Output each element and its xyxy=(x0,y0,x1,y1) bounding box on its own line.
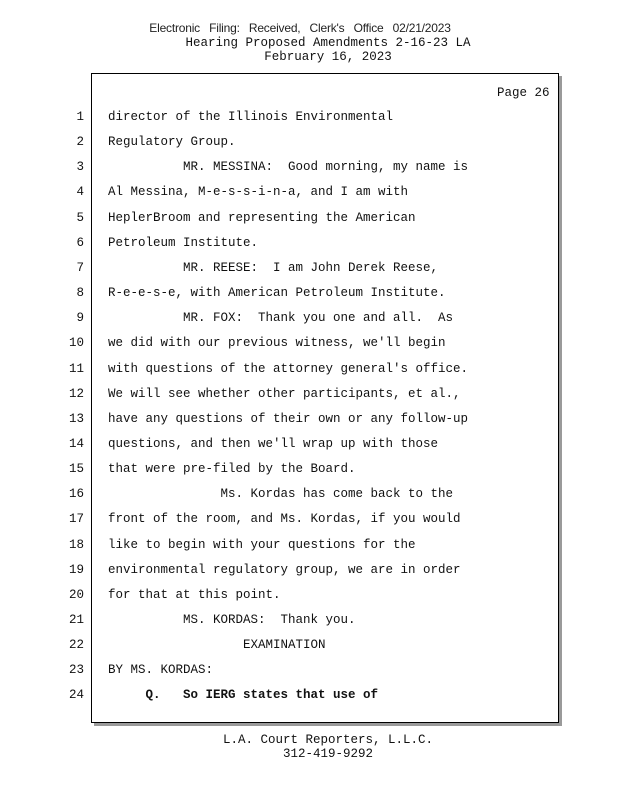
transcript-title: Hearing Proposed Amendments 2-16-23 LA xyxy=(185,36,471,50)
line-number: 18 xyxy=(68,538,84,552)
line-number: 23 xyxy=(68,663,84,677)
transcript-line-text: MS. KORDAS: Thank you. xyxy=(108,613,356,627)
line-number: 10 xyxy=(68,336,84,350)
line-number: 5 xyxy=(76,211,84,225)
line-number: 4 xyxy=(76,185,84,199)
transcript-line-text: We will see whether other participants, et al., xyxy=(108,387,461,401)
transcript-line-text: MR. MESSINA: Good morning, my name is xyxy=(108,160,469,174)
transcript-line-text: that were pre-filed by the Board. xyxy=(108,462,356,476)
line-number: 20 xyxy=(68,588,84,602)
line-number: 16 xyxy=(68,487,84,501)
line-number: 21 xyxy=(68,613,84,627)
line-number: 11 xyxy=(68,362,84,376)
line-number: 1 xyxy=(76,110,84,124)
transcript-line-text: Regulatory Group. xyxy=(108,135,236,149)
line-number: 6 xyxy=(76,236,84,250)
page-number: Page 26 xyxy=(497,86,550,100)
filing-stamp: Electronic Filing: Received, Clerk's Office 02/21/2023 xyxy=(149,21,451,35)
transcript-line-text: director of the Illinois Environmental xyxy=(108,110,394,124)
line-number: 13 xyxy=(68,412,84,426)
transcript-line-text: for that at this point. xyxy=(108,588,281,602)
transcript-line-text: with questions of the attorney general's office. xyxy=(108,362,469,376)
transcript-line-text: EXAMINATION xyxy=(108,638,326,652)
transcript-line-text: questions, and then we'll wrap up with those xyxy=(108,437,439,451)
line-number: 2 xyxy=(76,135,84,149)
reporter-phone: 312-419-9292 xyxy=(282,747,373,761)
line-number: 12 xyxy=(68,387,84,401)
transcript-line-text: MR. FOX: Thank you one and all. As xyxy=(108,311,454,325)
transcript-line-text: front of the room, and Ms. Kordas, if you would xyxy=(108,512,461,526)
line-number: 3 xyxy=(76,160,84,174)
transcript-line-text: environmental regulatory group, we are in order xyxy=(108,563,461,577)
transcript-line-text: like to begin with your questions for the xyxy=(108,538,416,552)
line-number: 7 xyxy=(76,261,84,275)
transcript-line-text: we did with our previous witness, we'll begin xyxy=(108,336,446,350)
line-number: 19 xyxy=(68,563,84,577)
line-number: 8 xyxy=(76,286,84,300)
transcript-line-text: Q. So IERG states that use of xyxy=(108,688,379,702)
line-number: 14 xyxy=(68,437,84,451)
line-number: 17 xyxy=(68,512,84,526)
transcript-line-text: R-e-e-s-e, with American Petroleum Institute. xyxy=(108,286,446,300)
transcript-date: February 16, 2023 xyxy=(264,50,392,64)
line-number: 9 xyxy=(76,311,84,325)
transcript-line-text: Al Messina, M-e-s-s-i-n-a, and I am with xyxy=(108,185,409,199)
transcript-line-text: HeplerBroom and representing the American xyxy=(108,211,416,225)
reporter-company: L.A. Court Reporters, L.L.C. xyxy=(222,733,434,747)
transcript-line-text: Petroleum Institute. xyxy=(108,236,259,250)
transcript-line-text: Ms. Kordas has come back to the xyxy=(108,487,454,501)
transcript-line-text: BY MS. KORDAS: xyxy=(108,663,214,677)
line-number: 22 xyxy=(68,638,84,652)
line-number: 15 xyxy=(68,462,84,476)
transcript-line-text: have any questions of their own or any follow-up xyxy=(108,412,469,426)
line-number: 24 xyxy=(68,688,84,702)
transcript-line-text: MR. REESE: I am John Derek Reese, xyxy=(108,261,439,275)
